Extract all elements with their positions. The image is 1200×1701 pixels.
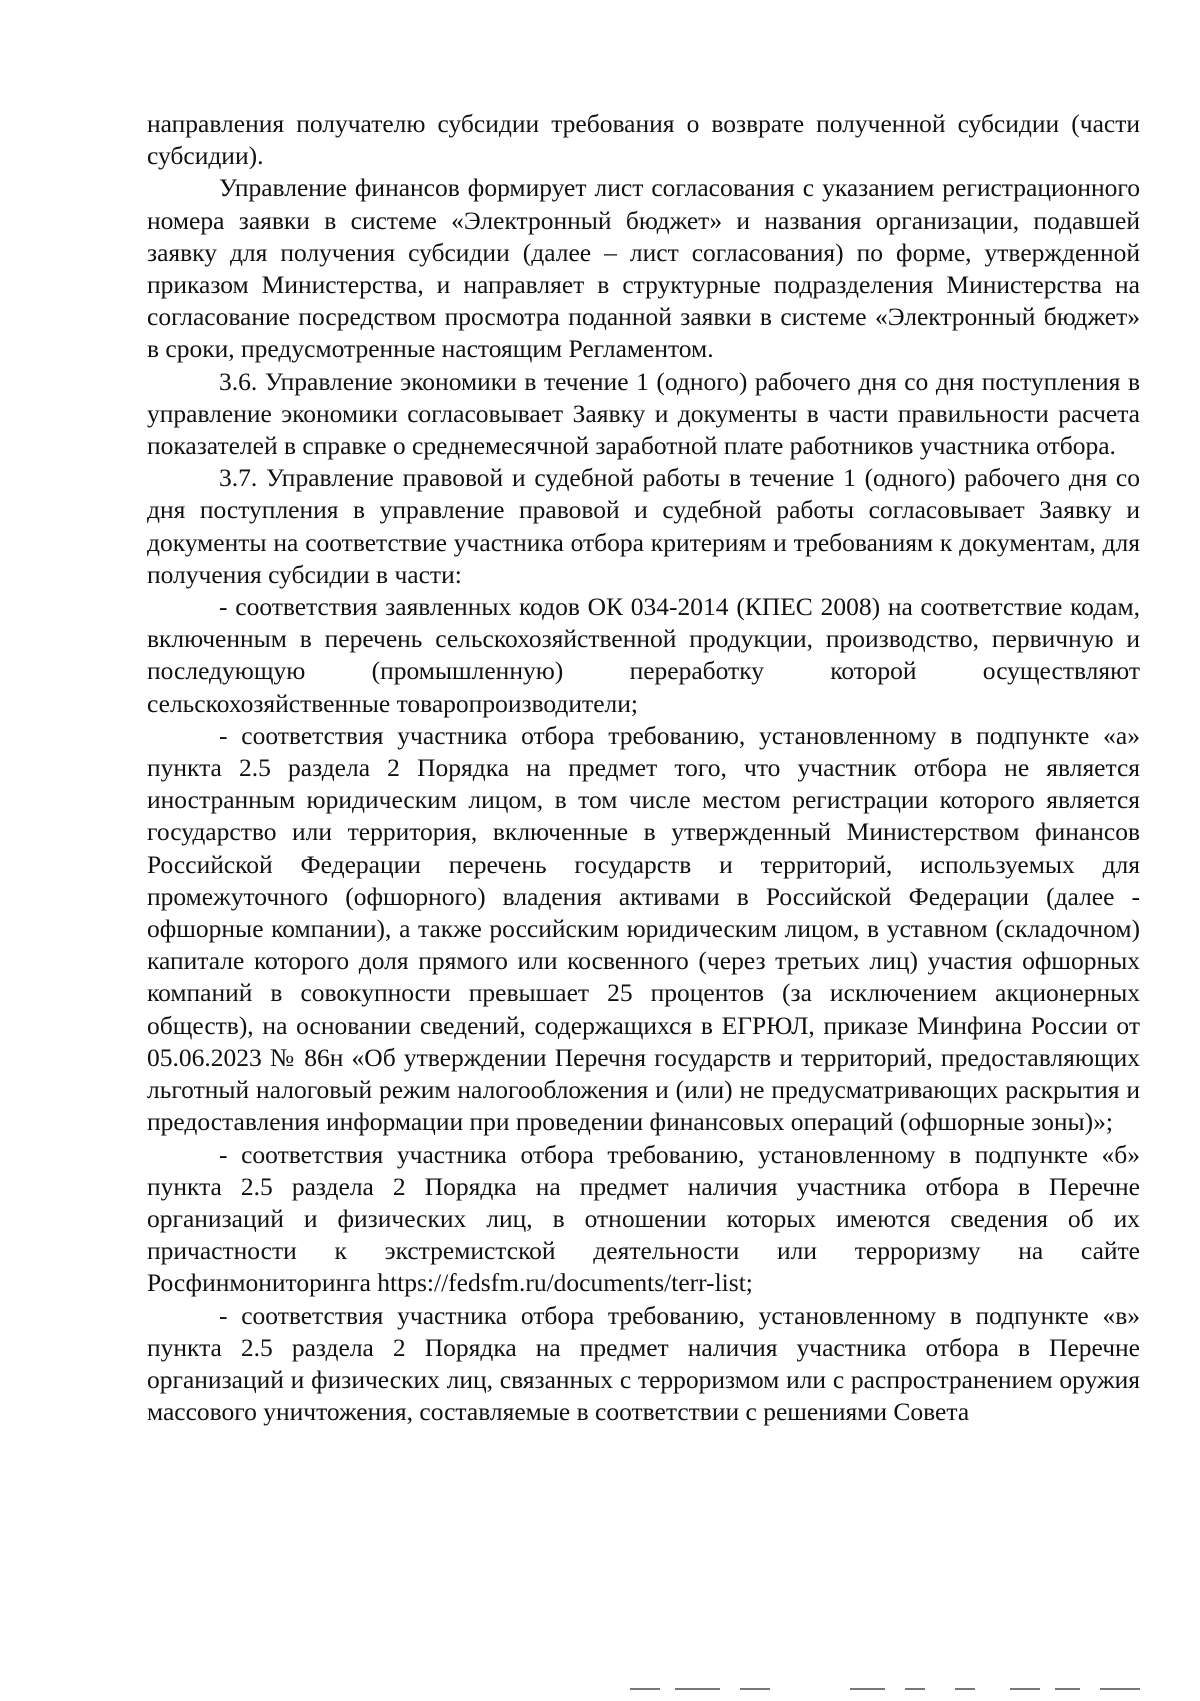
scan-mark	[1010, 1688, 1040, 1690]
document-body	[147, 108, 1140, 1428]
scan-mark	[850, 1688, 885, 1690]
paragraph-3-7: 3.7. Управление правовой и судебной работы в течение 1 (одного) рабочего дня со дня поступления в управление правовой и судебной работы согласовывает Заявку и документы на соответствие участника отбора критериям и требованиям к документам, для получения субсидии в части:	[147, 463, 1140, 589]
list-item-subpoint-b: - соответствия участника отбора требованию, установленному в подпункте «б» пункта 2.5 раздела 2 Порядка на предмет наличия участника отбора в Перечне организаций и физических лиц, в отношении которых имеются сведения об их причастности к экстремистской деятельности или терроризму на сайте Росфинмониторинга https://fedsfm.ru/documents/terr-list;	[147, 1139, 1140, 1298]
list-item-subpoint-a: - соответствия участника отбора требованию, установленному в подпункте «а» пункта 2.5 раздела 2 Порядка на предмет того, что участник отбора не является иностранным юридическим лицом, в том числе местом регистрации которого является государство или территория, включенные в утвержденный Министерством финансов Российской Федерации перечень государств и территорий, используемых для промежуточного (офшорного) владения активами в Российской Федерации (далее - офшорные компании), а также российским юридическим лицом, в уставном (складочном) капитале которого доля прямого или косвенного (через третьих лиц) участия офшорных компаний в совокупности превышает 25 процентов (за исключением акционерных обществ), на основании сведений, содержащихся в ЕГРЮЛ, приказе Минфина России от 05.06.2023 № 86н «Об утверждении Перечня государств и территорий, предоставляющих льготный налоговый режим налогообложения и (или) не предусматривающих раскрытия и предоставления информации при проведении финансовых операций (офшорные зоны)»;	[147, 720, 1140, 1137]
scan-mark	[1055, 1688, 1080, 1690]
scan-mark	[675, 1688, 720, 1690]
paragraph-approval-sheet: Управление финансов формирует лист согласования с указанием регистрационного номера заявки в системе «Электронный бюджет» и названия организации, подавшей заявку для получения субсидии (далее – лист согласования) по форме, утвержденной приказом Министерства, и направляет в структурные подразделения Министерства на согласование посредством просмотра поданной заявки в системе «Электронный бюджет» в сроки, предусмотренные настоящим Регламентом.	[147, 173, 1140, 364]
paragraph-continuation: направления получателю субсидии требования о возврате полученной субсидии (части субсидии).	[147, 109, 1140, 171]
scan-mark	[1100, 1688, 1140, 1690]
paragraph-3-6: 3.6. Управление экономики в течение 1 (одного) рабочего дня со дня поступления в управление экономики согласовывает Заявку и документы в части правильности расчета показателей в справке о среднемесячной заработной плате работников участника отбора.	[147, 366, 1140, 461]
scan-artifact-marks	[630, 1688, 1150, 1692]
scan-mark	[740, 1688, 770, 1690]
list-item-codes: - соответствия заявленных кодов ОК 034-2014 (КПЕС 2008) на соответствие кодам, включенным в перечень сельскохозяйственной продукции, производство, первичную и последующую (промышленную) переработку которой осуществляют сельскохозяйственные товаропроизводители;	[147, 592, 1140, 718]
scan-mark	[630, 1688, 660, 1690]
scan-mark	[955, 1688, 975, 1690]
list-item-subpoint-v: - соответствия участника отбора требованию, установленному в подпункте «в» пункта 2.5 раздела 2 Порядка на предмет наличия участника отбора в Перечне организаций и физических лиц, связанных с терроризмом или с распространением оружия массового уничтожения, составляемые в соответствии с решениями Совета	[147, 1300, 1140, 1427]
scan-mark	[905, 1688, 925, 1690]
